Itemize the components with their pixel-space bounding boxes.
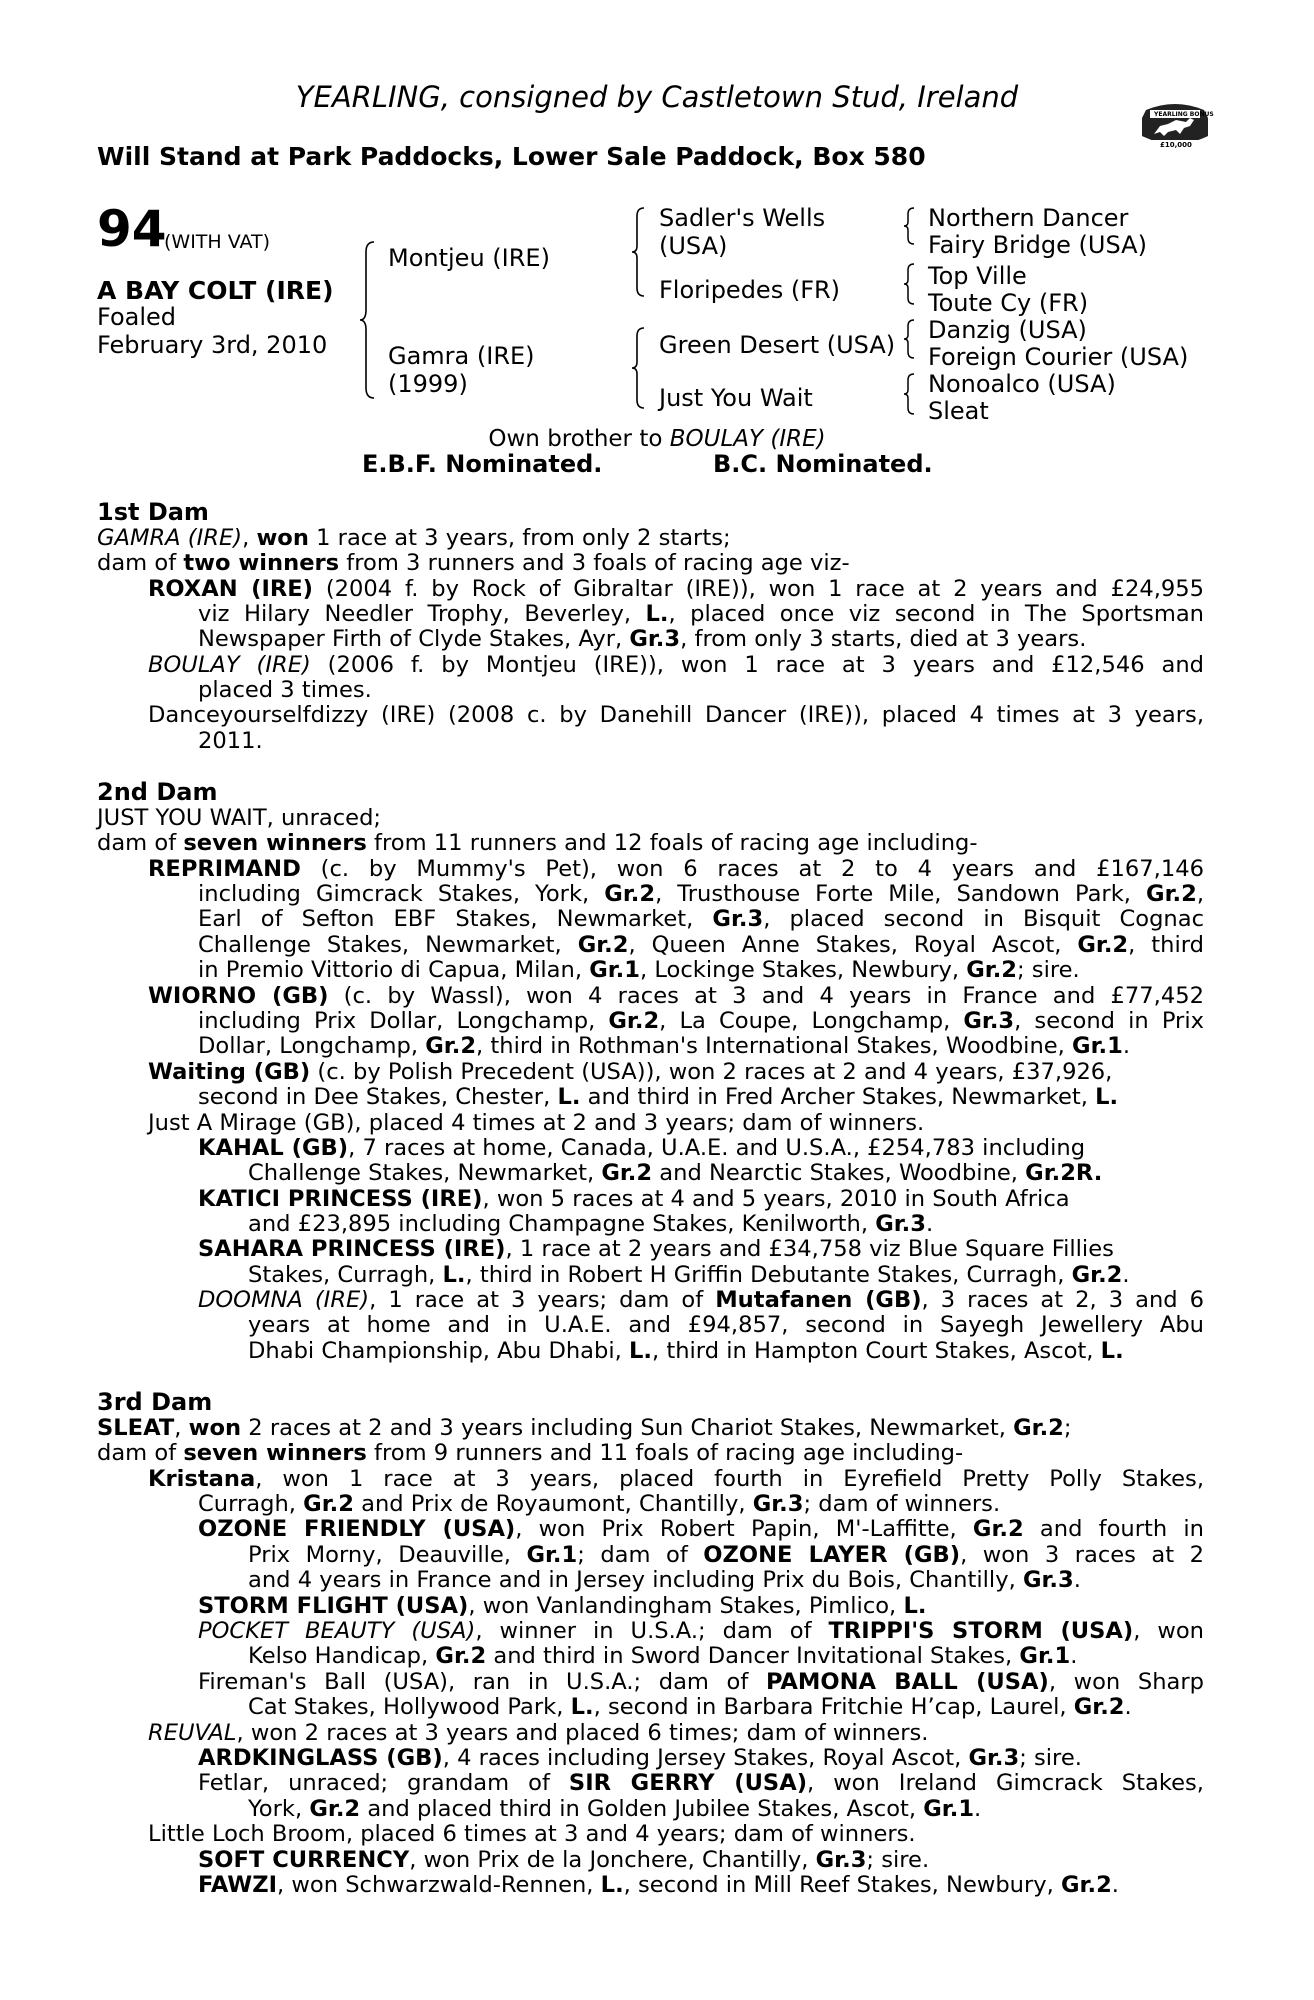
entry-ozone-friendly: OZONE FRIENDLY (USA), won Prix Robert Papin, M'-Laffitte, Gr.2 and fourth in [198,1516,1205,1542]
pedigree-brace-ds [902,318,918,360]
third-dam-heading: 3rd Dam [97,1388,213,1416]
entry-reprimand: REPRIMAND (c. by Mummy's Pet), won 6 races at 2 to 4 years and £167,146 [148,856,1204,882]
pedigree-dam-dam: Just You Wait [659,384,813,412]
entry-sahara-princess-2: Stakes, Curragh, L., third in Robert H Griffin Debutante Stakes, Curragh, Gr.2. [248,1262,1130,1288]
pedigree-dsd: Foreign Courier (USA) [928,343,1189,371]
pedigree-sds: Top Ville [928,262,1027,290]
entry-roxan: ROXAN (IRE) (2004 f. by Rock of Gibraltar (IRE)), won 1 race at 2 years and £24,955 [148,576,1205,602]
entry-waiting-2: second in Dee Stakes, Chester, L. and third in Fred Archer Stakes, Newmarket, L. [198,1084,1119,1110]
vat-note: (WITH VAT) [164,231,271,253]
pedigree-brace-sire [630,206,648,298]
bc-nomination: B.C. Nominated. [713,450,933,478]
pedigree-brace-ss [902,206,918,246]
entry-storm-flight: STORM FLIGHT (USA), won Vanlandingham Stakes, Pimlico, L. [198,1593,927,1619]
pedigree-sire: Montjeu (IRE) [388,244,550,272]
entry-reprimand-2: including Gimcrack Stakes, York, Gr.2, Trusthouse Forte Mile, Sandown Park, Gr.2, [198,881,1204,907]
entry-danceyourselfdizzy: Danceyourselfdizzy (IRE) (2008 c. by Danehill Dancer (IRE)), placed 4 times at 3 years, [148,702,1204,728]
entry-ardkinglass: ARDKINGLASS (GB), 4 races including Jersey Stakes, Royal Ascot, Gr.3; sire. [198,1745,1082,1771]
foaled-date: February 3rd, 2010 [97,331,328,359]
pedigree-dam: Gamra (IRE) [388,342,535,370]
entry-little-loch-broom: Little Loch Broom, placed 6 times at 3 and 4 years; dam of winners. [148,1821,916,1847]
entry-katici-princess-2: and £23,895 including Champagne Stakes, Kenilworth, Gr.3. [248,1211,934,1237]
entry-roxan-3: Newspaper Firth of Clyde Stakes, Ayr, Gr.3, from only 3 starts, died at 3 years. [198,626,1087,652]
entry-waiting: Waiting (GB) (c. by Polish Precedent (USA)), won 2 races at 2 and 4 years, £37,926, [148,1059,1113,1085]
pedigree-sdd: Toute Cy (FR) [928,289,1089,317]
entry-reprimand-4: Challenge Stakes, Newmarket, Gr.2, Queen Anne Stakes, Royal Ascot, Gr.2, third [198,932,1204,958]
entry-fetlar: Fetlar, unraced; grandam of SIR GERRY (USA), won Ireland Gimcrack Stakes, [198,1770,1204,1796]
ebf-nomination: E.B.F. Nominated. [362,450,603,478]
entry-doomna: DOOMNA (IRE), 1 race at 3 years; dam of Mutafanen (GB), 3 races at 2, 3 and 6 [198,1287,1205,1313]
entry-pocket-beauty: POCKET BEAUTY (USA), winner in U.S.A.; dam of TRIPPI'S STORM (USA), won [198,1618,1204,1644]
entry-ozone-friendly-2: Prix Morny, Deauville, Gr.1; dam of OZONE LAYER (GB), won 3 races at 2 [248,1542,1204,1568]
lot-number: 94 [97,200,167,258]
entry-ozone-friendly-3: and 4 years in France and in Jersey including Prix du Bois, Chantilly, Gr.3. [248,1567,1081,1593]
pedigree-ssd: Fairy Bridge (USA) [928,231,1147,259]
yearling-bonus-badge [1138,96,1212,154]
pedigree-dam-sire: Green Desert (USA) [659,331,896,359]
foaled-label: Foaled [97,303,177,331]
badge-amount: £10,000 [1160,141,1192,149]
entry-danceyourselfdizzy-2: 2011. [198,728,263,754]
first-dam-produce: dam of two winners from 3 runners and 3 foals of racing age viz- [97,550,850,576]
second-dam-produce: dam of seven winners from 11 runners and 12 foals of racing age including- [97,830,978,856]
entry-wiorno-3: Dollar, Longchamp, Gr.2, third in Rothman's International Stakes, Woodbine, Gr.1. [198,1033,1131,1059]
pedigree-brace-sd [902,262,918,306]
pedigree-sire-dam: Floripedes (FR) [659,276,841,304]
lot-name: A BAY COLT (IRE) [97,276,334,305]
pedigree-sss: Northern Dancer [928,204,1129,232]
first-dam-line: GAMRA (IRE), won 1 race at 3 years, from only 2 starts; [97,525,731,551]
entry-sahara-princess: SAHARA PRINCESS (IRE), 1 race at 2 years and £34,758 viz Blue Square Fillies [198,1236,1114,1262]
sibling-note-prefix: Own brother to [488,426,670,452]
entry-just-a-mirage: Just A Mirage (GB), placed 4 times at 2 and 3 years; dam of winners. [148,1110,925,1136]
entry-firemans-ball-2: Cat Stakes, Hollywood Park, L., second in Barbara Fritchie H’cap, Laurel, Gr.2. [248,1694,1132,1720]
entry-fawzi: FAWZI, won Schwarzwald-Rennen, L., second in Mill Reef Stakes, Newbury, Gr.2. [198,1872,1119,1898]
entry-reprimand-3: Earl of Sefton EBF Stakes, Newmarket, Gr.3, placed second in Bisquit Cognac [198,906,1204,932]
entry-firemans-ball: Fireman's Ball (USA), ran in U.S.A.; dam of PAMONA BALL (USA), won Sharp [198,1669,1205,1695]
entry-doomna-2: years at home and in U.A.E. and £94,857, second in Sayegh Jewellery Abu [248,1312,1204,1338]
entry-katici-princess: KATICI PRINCESS (IRE), won 5 races at 4 and 5 years, 2010 in South Africa [198,1186,1070,1212]
entry-doomna-3: Dhabi Championship, Abu Dhabi, L., third in Hampton Court Stakes, Ascot, L. [248,1338,1124,1364]
pedigree-dam-year: (1999) [388,370,468,398]
entry-kahal-2: Challenge Stakes, Newmarket, Gr.2 and Nearctic Stakes, Woodbine, Gr.2R. [248,1160,1103,1186]
second-dam-line: JUST YOU WAIT, unraced; [97,805,382,831]
entry-reprimand-5: in Premio Vittorio di Capua, Milan, Gr.1, Lockinge Stakes, Newbury, Gr.2; sire. [198,957,1080,983]
pedigree-brace-dam [630,326,648,410]
page-title: YEARLING, consigned by Castletown Stud, Ireland [295,80,1019,114]
sibling-note [0,426,1314,452]
entry-wiorno-2: including Prix Dollar, Longchamp, Gr.2, La Coupe, Longchamp, Gr.3, second in Prix [198,1008,1204,1034]
entry-soft-currency: SOFT CURRENCY, won Prix de la Jonchere, Chantilly, Gr.3; sire. [198,1847,930,1873]
pedigree-dds: Nonoalco (USA) [928,370,1116,398]
second-dam-heading: 2nd Dam [97,778,218,806]
entry-wiorno: WIORNO (GB) (c. by Wassl), won 4 races at 3 and 4 years in France and £77,452 [148,983,1204,1009]
pedigree-sire-sire: Sadler's Wells [659,204,826,232]
pedigree-dss: Danzig (USA) [928,316,1087,344]
pedigree-brace-main [358,240,378,400]
entry-kahal: KAHAL (GB), 7 races at home, Canada, U.A.E. and U.S.A., £254,783 including [198,1135,1086,1161]
entry-reuval: REUVAL, won 2 races at 3 years and placed 6 times; dam of winners. [148,1720,929,1746]
entry-kristana-2: Curragh, Gr.2 and Prix de Royaumont, Chantilly, Gr.3; dam of winners. [198,1491,1001,1517]
pedigree-sire-sire-country: (USA) [659,232,728,260]
third-dam-line: SLEAT, won 2 races at 2 and 3 years including Sun Chariot Stakes, Newmarket, Gr.2; [97,1415,1072,1441]
entry-kristana: Kristana, won 1 race at 3 years, placed fourth in Eyrefield Pretty Polly Stakes, [148,1466,1204,1492]
entry-boulay-2: placed 3 times. [198,677,372,703]
entry-fetlar-2: York, Gr.2 and placed third in Golden Jubilee Stakes, Ascot, Gr.1. [248,1796,982,1822]
pedigree-ddd: Sleat [928,397,989,425]
third-dam-produce: dam of seven winners from 9 runners and 11 foals of racing age including- [97,1440,964,1466]
entry-pocket-beauty-2: Kelso Handicap, Gr.2 and third in Sword Dancer Invitational Stakes, Gr.1. [248,1643,1078,1669]
first-dam-heading: 1st Dam [97,498,209,526]
badge-label: YEARLING BONUS [1154,111,1214,118]
sibling-note-horse: BOULAY (IRE) [669,426,826,452]
pedigree-brace-dd [902,372,918,416]
entry-roxan-2: viz Hilary Needler Trophy, Beverley, L., placed once viz second in The Sportsman [198,601,1204,627]
entry-boulay: BOULAY (IRE) (2006 f. by Montjeu (IRE)), won 1 race at 3 years and £12,546 and [148,652,1204,678]
stand-location: Will Stand at Park Paddocks, Lower Sale Paddock, Box 580 [97,142,926,171]
